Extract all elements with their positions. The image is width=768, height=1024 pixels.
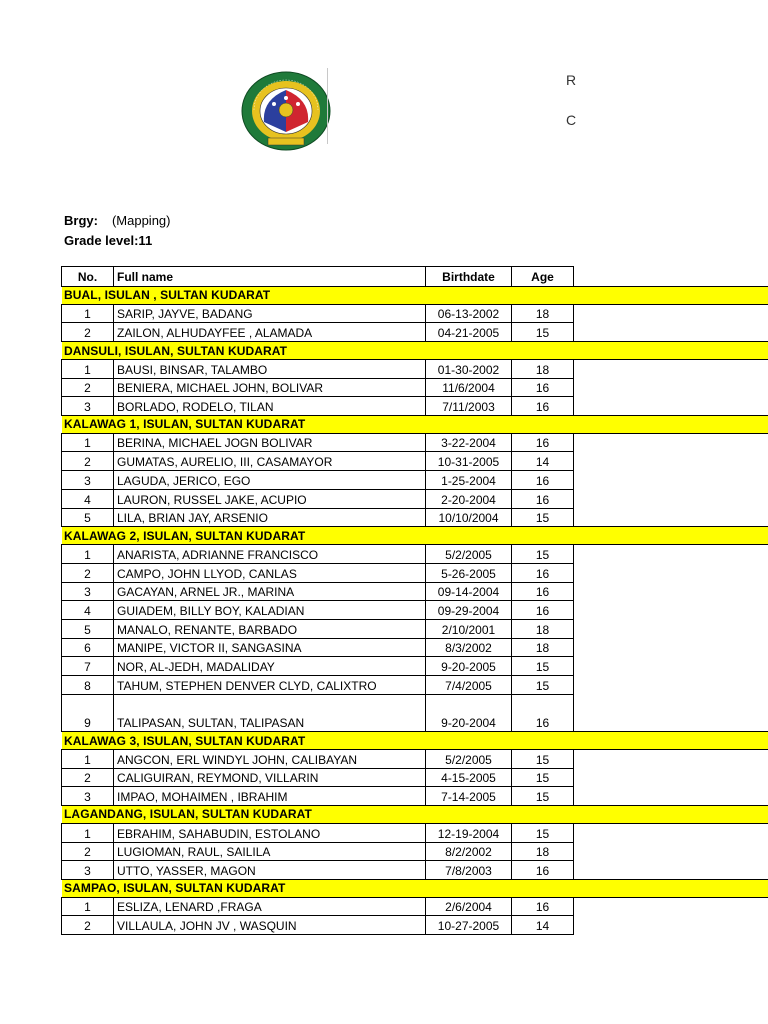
cell-birthdate: 5/2/2005 [425, 544, 512, 564]
cell-no: 2 [61, 563, 114, 583]
table-row [62, 471, 574, 490]
cell-full-name: GUIADEM, BILLY BOY, KALADIAN [113, 600, 426, 620]
cell-full-name: GACAYAN, ARNEL JR., MARINA [113, 582, 426, 602]
cell-birthdate: 8/2/2002 [425, 842, 512, 862]
cell-age: 18 [511, 359, 574, 379]
table-row [62, 601, 574, 620]
cell-no: 2 [61, 768, 114, 788]
cell-no: 2 [61, 915, 114, 935]
cell-no: 2 [61, 842, 114, 862]
cell-no: 3 [61, 582, 114, 602]
table-row [62, 434, 574, 453]
cell-full-name: LUGIOMAN, RAUL, SAILILA [113, 842, 426, 862]
cell-no: 1 [61, 304, 114, 324]
cell-birthdate: 10-31-2005 [425, 451, 512, 471]
cell-birthdate: 7-14-2005 [425, 786, 512, 806]
cell-full-name: TAHUM, STEPHEN DENVER CLYD, CALIXTRO [113, 675, 426, 695]
table-row [62, 639, 574, 658]
cell-full-name: CAMPO, JOHN LLYOD, CANLAS [113, 563, 426, 583]
cell-birthdate: 3-22-2004 [425, 433, 512, 453]
table-row [62, 564, 574, 583]
cell-full-name: IMPAO, MOHAIMEN , IBRAHIM [113, 786, 426, 806]
header-cut-text-2: C [566, 112, 577, 128]
cell-age: 15 [511, 656, 574, 676]
cell-no: 5 [61, 508, 114, 528]
cell-age: 16 [511, 582, 574, 602]
header-divider [327, 68, 328, 144]
cell-age: 18 [511, 304, 574, 324]
cell-no: 3 [61, 860, 114, 880]
group-header-row: KALAWAG 1, ISULAN, SULTAN KUDARAT [62, 415, 768, 434]
group-header-row: KALAWAG 2, ISULAN, SULTAN KUDARAT [62, 526, 768, 545]
table-row [62, 695, 574, 732]
cell-full-name: ANARISTA, ADRIANNE FRANCISCO [113, 544, 426, 564]
cell-full-name: BAUSI, BINSAR, TALAMBO [113, 359, 426, 379]
cell-age: 14 [511, 915, 574, 935]
cell-birthdate: 10-27-2005 [425, 915, 512, 935]
group-header-row: SAMPAO, ISULAN, SULTAN KUDARAT [62, 879, 768, 898]
cell-birthdate: 5/2/2005 [425, 749, 512, 769]
cell-full-name: GUMATAS, AURELIO, III, CASAMAYOR [113, 451, 426, 471]
table-row [62, 769, 574, 788]
cell-no: 3 [61, 396, 114, 416]
table-row [62, 824, 574, 843]
cell-full-name: MANIPE, VICTOR II, SANGASINA [113, 638, 426, 658]
brgy-line [64, 213, 170, 228]
cell-full-name: VILLAULA, JOHN JV , WASQUIN [113, 915, 426, 935]
cell-no: 3 [61, 470, 114, 490]
header-cut-text-1: R [566, 72, 577, 88]
cell-birthdate: 7/11/2003 [425, 396, 512, 416]
cell-no: 3 [61, 786, 114, 806]
cell-full-name: NOR, AL-JEDH, MADALIDAY [113, 656, 426, 676]
cell-full-name: SARIP, JAYVE, BADANG [113, 304, 426, 324]
group-header-row: LAGANDANG, ISULAN, SULTAN KUDARAT [62, 805, 768, 824]
grade-level: Grade level:11 [64, 233, 153, 248]
cell-age: 18 [511, 619, 574, 639]
table-row [62, 861, 574, 880]
group-header-row: KALAWAG 3, ISULAN, SULTAN KUDARAT [62, 731, 768, 750]
cell-full-name: CALIGUIRAN, REYMOND, VILLARIN [113, 768, 426, 788]
table-row [62, 379, 574, 398]
cell-no: 1 [61, 359, 114, 379]
cell-no: 4 [61, 489, 114, 509]
brgy-label: Brgy: [64, 213, 98, 228]
cell-full-name: BORLADO, RODELO, TILAN [113, 396, 426, 416]
table-body [62, 286, 574, 935]
cell-age: 15 [511, 749, 574, 769]
cell-full-name: EBRAHIM, SAHABUDIN, ESTOLANO [113, 823, 426, 843]
table-row [62, 676, 574, 695]
cell-full-name: BENIERA, MICHAEL JOHN, BOLIVAR [113, 378, 426, 398]
table-row [62, 657, 574, 676]
cell-birthdate: 11/6/2004 [425, 378, 512, 398]
cell-birthdate: 12-19-2004 [425, 823, 512, 843]
cell-age: 16 [511, 563, 574, 583]
cell-age: 18 [511, 638, 574, 658]
cell-no: 5 [61, 619, 114, 639]
cell-birthdate: 2/10/2001 [425, 619, 512, 639]
col-header-birthdate: Birthdate [425, 266, 512, 287]
cell-birthdate: 01-30-2002 [425, 359, 512, 379]
cell-birthdate: 1-25-2004 [425, 470, 512, 490]
cell-age: 14 [511, 451, 574, 471]
table-row [62, 750, 574, 769]
table-row [62, 843, 574, 862]
cell-birthdate: 9-20-2005 [425, 656, 512, 676]
student-table [62, 267, 574, 935]
col-header-no: No. [61, 266, 114, 287]
cell-no: 2 [61, 451, 114, 471]
cell-no: 1 [61, 897, 114, 917]
cell-age: 15 [511, 768, 574, 788]
cell-age: 16 [511, 600, 574, 620]
group-header-row: BUAL, ISULAN , SULTAN KUDARAT [62, 286, 768, 305]
group-header-row: DANSULI, ISULAN, SULTAN KUDARAT [62, 341, 768, 360]
cell-no: 1 [61, 544, 114, 564]
cell-no: 7 [61, 656, 114, 676]
cell-birthdate: 7/4/2005 [425, 675, 512, 695]
cell-full-name: LAGUDA, JERICO, EGO [113, 470, 426, 490]
cell-age: 18 [511, 842, 574, 862]
cell-age: 15 [511, 322, 574, 342]
cell-no: 6 [61, 638, 114, 658]
cell-no: 4 [61, 600, 114, 620]
cell-no: 8 [61, 675, 114, 695]
table-row [62, 583, 574, 602]
table-row [62, 898, 574, 917]
cell-age: 16 [511, 489, 574, 509]
cell-no: 1 [61, 749, 114, 769]
table-row [62, 620, 574, 639]
cell-full-name: MANALO, RENANTE, BARBADO [113, 619, 426, 639]
table-row [62, 360, 574, 379]
table-row [62, 452, 574, 471]
cell-age: 15 [511, 675, 574, 695]
table-row [62, 509, 574, 528]
cell-no: 9 [61, 694, 114, 732]
cell-full-name: BERINA, MICHAEL JOGN BOLIVAR [113, 433, 426, 453]
cell-birthdate: 09-14-2004 [425, 582, 512, 602]
table-row [62, 916, 574, 935]
cell-birthdate: 4-15-2005 [425, 768, 512, 788]
cell-age: 15 [511, 823, 574, 843]
cell-birthdate: 09-29-2004 [425, 600, 512, 620]
table-row [62, 545, 574, 564]
table-header-row [62, 267, 574, 287]
cell-birthdate: 9-20-2004 [425, 694, 512, 732]
brgy-value: (Mapping) [111, 213, 171, 228]
cell-age: 16 [511, 396, 574, 416]
table-row [62, 305, 574, 324]
cell-age: 16 [511, 378, 574, 398]
cell-full-name: ESLIZA, LENARD ,FRAGA [113, 897, 426, 917]
table-row [62, 397, 574, 416]
cell-age: 16 [511, 860, 574, 880]
cell-birthdate: 04-21-2005 [425, 322, 512, 342]
cell-age: 16 [511, 897, 574, 917]
cell-birthdate: 2-20-2004 [425, 489, 512, 509]
cell-age: 16 [511, 470, 574, 490]
cell-age: 16 [511, 433, 574, 453]
cell-birthdate: 7/8/2003 [425, 860, 512, 880]
cell-full-name: LAURON, RUSSEL JAKE, ACUPIO [113, 489, 426, 509]
cell-full-name: LILA, BRIAN JAY, ARSENIO [113, 508, 426, 528]
cell-full-name: ANGCON, ERL WINDYL JOHN, CALIBAYAN [113, 749, 426, 769]
cell-no: 1 [61, 823, 114, 843]
school-seal-logo [240, 70, 332, 152]
cell-age: 16 [511, 694, 574, 732]
cell-no: 2 [61, 378, 114, 398]
cell-age: 15 [511, 508, 574, 528]
col-header-age: Age [511, 266, 574, 287]
cell-birthdate: 8/3/2002 [425, 638, 512, 658]
cell-full-name: ZAILON, ALHUDAYFEE , ALAMADA [113, 322, 426, 342]
table-row [62, 490, 574, 509]
cell-birthdate: 10/10/2004 [425, 508, 512, 528]
cell-birthdate: 5-26-2005 [425, 563, 512, 583]
cell-birthdate: 06-13-2002 [425, 304, 512, 324]
cell-birthdate: 2/6/2004 [425, 897, 512, 917]
cell-no: 2 [61, 322, 114, 342]
cell-full-name: TALIPASAN, SULTAN, TALIPASAN [113, 694, 426, 732]
cell-no: 1 [61, 433, 114, 453]
cell-age: 15 [511, 786, 574, 806]
cell-age: 15 [511, 544, 574, 564]
table-row [62, 787, 574, 806]
cell-full-name: UTTO, YASSER, MAGON [113, 860, 426, 880]
table-row [62, 323, 574, 342]
col-header-name: Full name [113, 266, 426, 287]
